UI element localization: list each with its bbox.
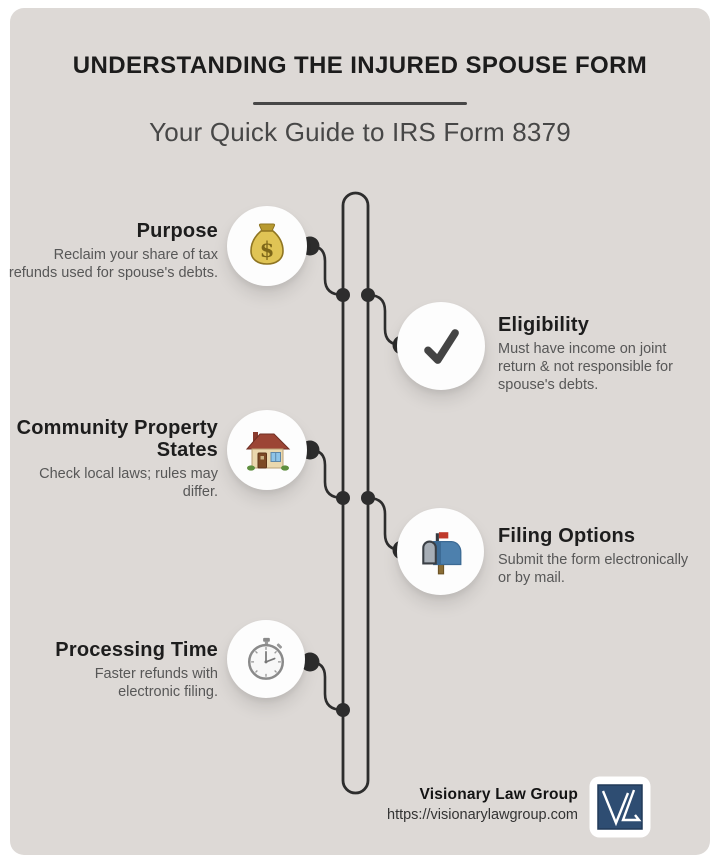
- item-heading: Eligibility: [498, 314, 590, 336]
- timeline-item-filing: [498, 525, 693, 588]
- company-name: Visionary Law Group: [419, 786, 578, 803]
- filing-circle: [397, 508, 484, 595]
- item-body: Check local laws; rules may differ.: [39, 466, 218, 500]
- community-circle: [227, 410, 307, 490]
- mailbox-icon: [416, 527, 466, 577]
- company-url: https://visionarylawgroup.com: [387, 807, 578, 823]
- item-heading: Filing Options: [498, 525, 636, 547]
- timeline-item-eligibility: [498, 314, 683, 394]
- footer: [387, 786, 578, 823]
- vl-logo-icon: [589, 776, 651, 838]
- spine-dot-purpose: [336, 288, 350, 302]
- item-body: Must have income on joint return & not responsible for spouse's debts.: [498, 341, 673, 393]
- page-title: UNDERSTANDING THE INJURED SPOUSE FORM: [72, 52, 648, 79]
- timeline-item-processing: [33, 639, 218, 702]
- spine-dot-filing: [361, 491, 375, 505]
- spine-dot-eligibility: [361, 288, 375, 302]
- check-mark-icon: [415, 320, 467, 372]
- timeline-item-community: [3, 417, 218, 502]
- svg-text:$: $: [259, 237, 275, 262]
- stopwatch-icon: [243, 636, 289, 682]
- item-body: Reclaim your share of tax refunds used for spouse's debts.: [8, 247, 218, 281]
- vl-logo: [589, 776, 651, 838]
- timeline-item-purpose: [8, 220, 218, 283]
- money-bag-icon: [243, 222, 291, 270]
- title-divider: [253, 102, 467, 105]
- spine-dot-community: [336, 491, 350, 505]
- purpose-circle: [227, 206, 307, 286]
- eligibility-circle: [397, 302, 485, 390]
- page-subtitle: Your Quick Guide to IRS Form 8379: [149, 117, 571, 147]
- spine-dot-processing: [336, 703, 350, 717]
- item-heading: Processing Time: [55, 639, 218, 661]
- processing-circle: [227, 620, 305, 698]
- item-heading: Community Property States: [16, 417, 218, 461]
- item-body: Faster refunds with electronic filing.: [94, 666, 218, 700]
- item-heading: Purpose: [136, 220, 218, 242]
- house-icon: [243, 426, 291, 474]
- item-body: Submit the form electronically or by mail.: [498, 552, 689, 586]
